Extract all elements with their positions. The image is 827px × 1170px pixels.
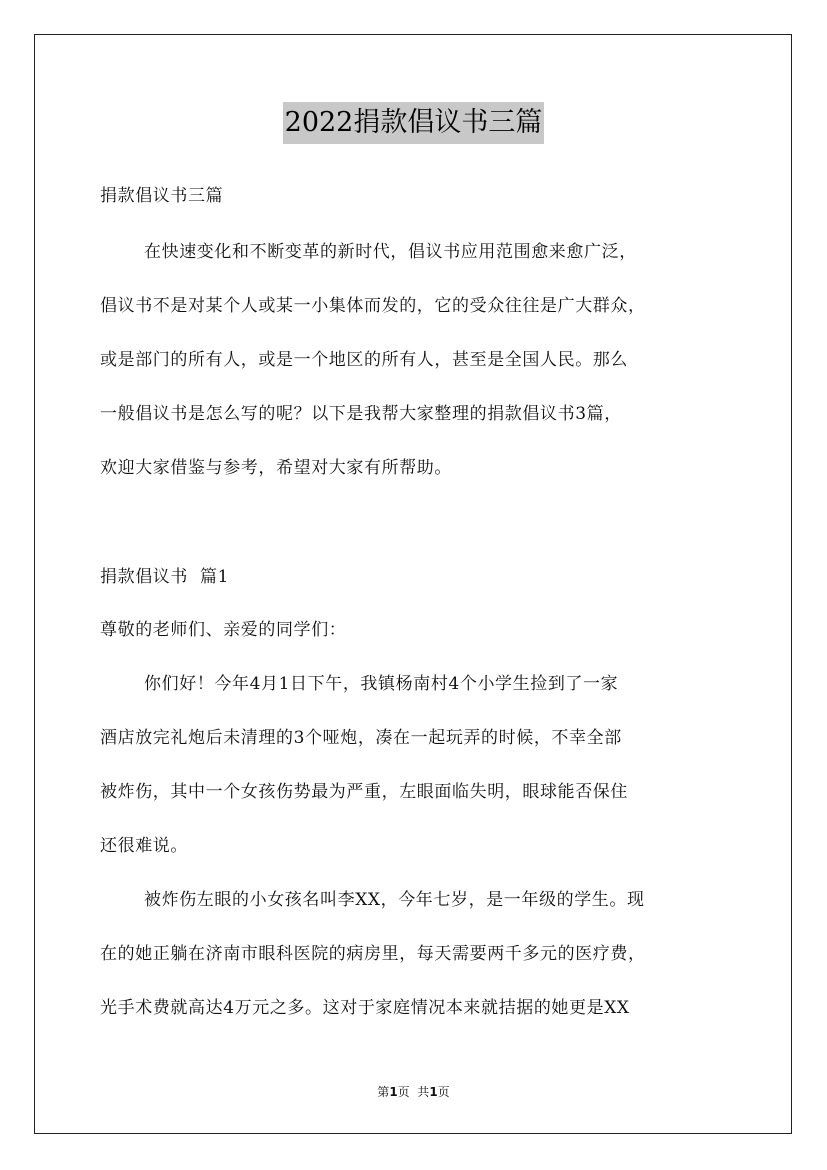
intro-heading: 捐款倡议书三篇 xyxy=(100,186,224,206)
section-heading: 捐款倡议书 篇1 xyxy=(100,567,230,587)
footer-page-number: 1 xyxy=(389,1085,398,1099)
paragraph-line: 在的她正躺在济南市眼科医院的病房里，每天需要两千多元的医疗费， xyxy=(100,944,646,964)
paragraph-line: 光手术费就高达4万元之多。这对于家庭情况本来就拮据的她更是XX xyxy=(100,998,630,1018)
footer-total-pages: 1 xyxy=(429,1085,438,1099)
paragraph-line: 酒店放完礼炮后未清理的3个哑炮，凑在一起玩弄的时候，不幸全部 xyxy=(100,728,622,748)
page-footer xyxy=(0,1083,827,1100)
document-title: 2022捐款倡议书三篇 xyxy=(283,102,545,144)
document-title-wrap xyxy=(0,102,827,144)
footer-mid: 页 共 xyxy=(397,1085,430,1099)
paragraph-line: 还很难说。 xyxy=(100,836,188,856)
paragraph-line: 你们好！今年4月1日下午，我镇杨南村4个小学生捡到了一家 xyxy=(144,674,619,694)
footer-prefix: 第 xyxy=(377,1085,390,1099)
footer-suffix: 页 xyxy=(437,1085,450,1099)
intro-line: 倡议书不是对某个人或某一小集体而发的，它的受众往往是广大群众， xyxy=(100,296,646,316)
intro-line: 或是部门的所有人，或是一个地区的所有人，甚至是全国人民。那么 xyxy=(100,350,628,370)
intro-line: 在快速变化和不断变革的新时代，倡议书应用范围愈来愈广泛， xyxy=(144,242,637,262)
intro-line: 欢迎大家借鉴与参考，希望对大家有所帮助。 xyxy=(100,458,452,478)
paragraph-line: 被炸伤左眼的小女孩名叫李XX，今年七岁，是一年级的学生。现 xyxy=(144,890,645,910)
paragraph-line: 被炸伤，其中一个女孩伤势最为严重，左眼面临失明，眼球能否保住 xyxy=(100,782,628,802)
salutation: 尊敬的老师们、亲爱的同学们： xyxy=(100,620,347,640)
intro-line: 一般倡议书是怎么写的呢？以下是我帮大家整理的捐款倡议书3篇， xyxy=(100,404,622,424)
